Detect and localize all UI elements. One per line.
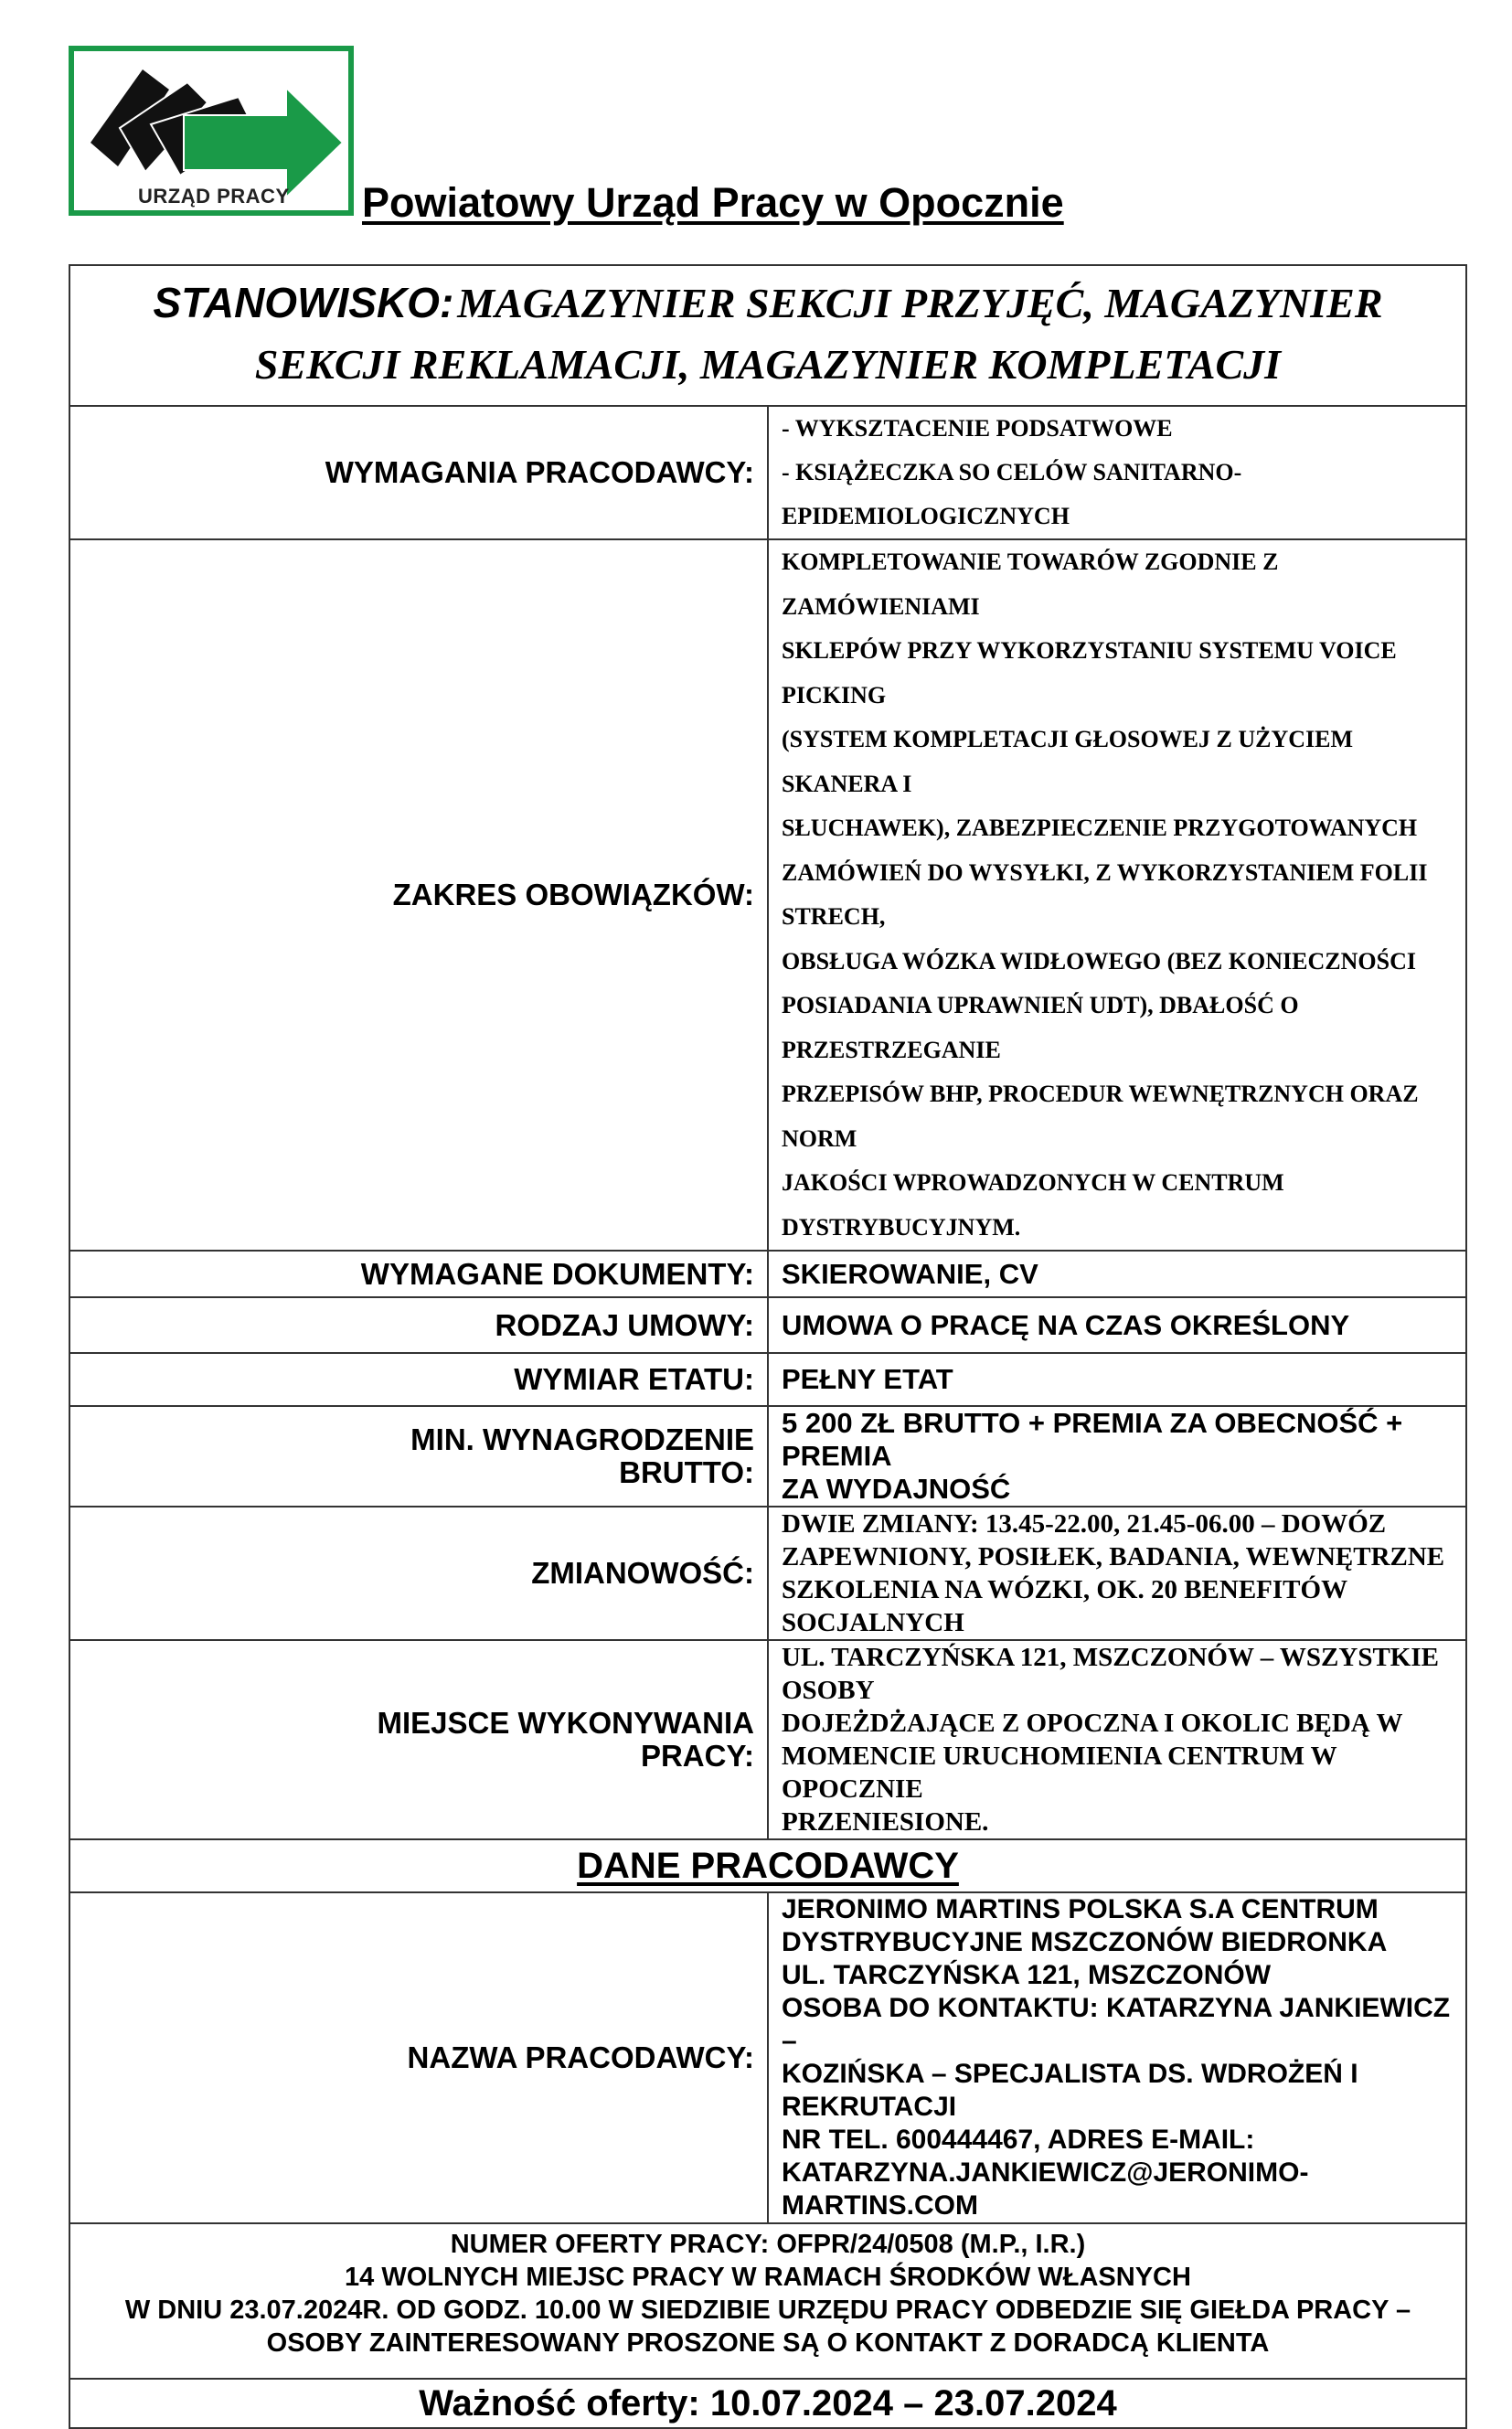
salary-label-line: MIN. WYNAGRODZENIE — [410, 1422, 754, 1456]
documents-label: WYMAGANE DOKUMENTY: — [69, 1251, 768, 1297]
duty-line: JAKOŚCI WPROWADZONYCH W CENTRUM DYSTRYBUCYJNYM. — [782, 1169, 1284, 1241]
requirements-row — [69, 406, 1466, 539]
contract-value: UMOWA O PRACĘ NA CZAS OKREŚLONY — [768, 1297, 1466, 1353]
employer-value — [768, 1892, 1466, 2223]
shift-line: ZAPEWNIONY, POSIŁEK, BADANIA, WEWNĘTRZNE — [782, 1542, 1445, 1571]
workplace-line: PRZENIESIONE. — [782, 1807, 989, 1837]
workplace-line: DOJEŻDŻAJĄCE Z OPOCZNA I OKOLIC BĘDĄ W — [782, 1709, 1403, 1738]
employer-line: NR TEL. 600444467, ADRES E-MAIL: — [782, 2125, 1255, 2155]
workplace-row — [69, 1640, 1466, 1839]
workplace-line: MOMENCIE URUCHOMIENIA CENTRUM W OPOCZNIE — [782, 1742, 1337, 1804]
duty-line: SŁUCHAWEK), ZABEZPIECZENIE PRZYGOTOWANYCH — [782, 815, 1418, 841]
validity-row — [69, 2379, 1466, 2428]
workplace-value — [768, 1640, 1466, 1839]
workplace-label-line: PRACY: — [640, 1739, 754, 1773]
job-offer-table — [69, 264, 1467, 2429]
workplace-line: UL. TARCZYŃSKA 121, MSZCZONÓW – WSZYSTKIE OSOBY — [782, 1643, 1439, 1705]
documents-row — [69, 1251, 1466, 1297]
employer-line: JERONIMO MARTINS POLSKA S.A CENTRUM — [782, 1894, 1379, 1924]
employer-line: KOZIŃSKA – SPECJALISTA DS. WDROŻEŃ I REKRUTACJI — [782, 2059, 1358, 2122]
duty-line: POSIADANIA UPRAWNIEŃ UDT), DBAŁOŚĆ O PRZESTRZEGANIE — [782, 992, 1299, 1063]
hours-label: WYMIAR ETATU: — [69, 1353, 768, 1406]
offer-info-row — [69, 2223, 1466, 2379]
position-row — [69, 265, 1466, 406]
employer-line: OSOBA DO KONTAKTU: KATARZYNA JANKIEWICZ – — [782, 1993, 1451, 2056]
shifts-value — [768, 1507, 1466, 1640]
employer-email[interactable]: KATARZYNA.JANKIEWICZ@JERONIMO-MARTINS.COM — [782, 2157, 1309, 2221]
offer-validity: Ważność oferty: 10.07.2024 – 23.07.2024 — [69, 2379, 1466, 2428]
office-title: Powiatowy Urząd Pracy w Opocznie — [362, 179, 1064, 226]
duty-line: KOMPLETOWANIE TOWARÓW ZGODNIE Z ZAMÓWIENIAMI — [782, 549, 1279, 620]
requirements-value — [768, 406, 1466, 539]
duty-line: (SYSTEM KOMPLETACJI GŁOSOWEJ Z UŻYCIEM SKANERA I — [782, 726, 1354, 797]
offer-info — [69, 2223, 1466, 2379]
employer-label: NAZWA PRACODAWCY: — [69, 1892, 768, 2223]
salary-value — [768, 1406, 1466, 1507]
shifts-label: ZMIANOWOŚĆ: — [69, 1507, 768, 1640]
employer-section-title: DANE PRACODAWCY — [69, 1839, 1466, 1892]
requirements-label: WYMAGANIA PRACODAWCY: — [69, 406, 768, 539]
hours-value: PEŁNY ETAT — [768, 1353, 1466, 1406]
duty-line: ZAMÓWIEŃ DO WYSYŁKI, Z WYKORZYSTANIEM FOLII STRECH, — [782, 858, 1428, 930]
duties-row — [69, 539, 1466, 1251]
shift-line: DWIE ZMIANY: 13.45-22.00, 21.45-06.00 – DOWÓZ — [782, 1509, 1387, 1539]
contract-label: RODZAJ UMOWY: — [69, 1297, 768, 1353]
job-fair-info: W DNIU 23.07.2024R. OD GODZ. 10.00 W SIEDZIBIE URZĘDU PRACY ODBEDZIE SIĘ GIEŁDA PRACY – — [124, 2296, 1411, 2325]
workplace-label — [69, 1640, 768, 1839]
contract-row — [69, 1297, 1466, 1353]
requirement-item: - WYKSZTACENIE PODSATWOWE — [782, 415, 1173, 442]
position-title-line1: MAGAZYNIER SEKCJI PRZYJĘĆ, MAGAZYNIER — [457, 280, 1383, 326]
requirement-item: - KSIĄŻECZKA SO CELÓW SANITARNO-EPIDEMIOLOGICZNYCH — [782, 459, 1242, 529]
logo-text: URZĄD PRACY — [138, 185, 290, 208]
position-label: STANOWISKO: — [153, 279, 454, 326]
documents-value: SKIEROWANIE, CV — [768, 1251, 1466, 1297]
duties-label: ZAKRES OBOWIĄZKÓW: — [69, 539, 768, 1251]
duty-line: SKLEPÓW PRZY WYKORZYSTANIU SYSTEMU VOICE PICKING — [782, 637, 1397, 708]
duty-line: PRZEPISÓW BHP, PROCEDUR WEWNĘTRZNYCH ORAZ NORM — [782, 1081, 1419, 1152]
duties-value — [768, 539, 1466, 1251]
duty-line: OBSŁUGA WÓZKA WIDŁOWEGO (BEZ KONIECZNOŚCI — [782, 947, 1416, 975]
salary-label-line: BRUTTO: — [619, 1455, 754, 1489]
office-logo — [69, 46, 354, 216]
salary-label — [69, 1406, 768, 1507]
shifts-row — [69, 1507, 1466, 1640]
employer-row — [69, 1892, 1466, 2223]
employer-section-row — [69, 1839, 1466, 1892]
position-cell — [69, 265, 1466, 406]
offer-number: NUMER OFERTY PRACY: OFPR/24/0508 (M.P., I.R.) — [450, 2230, 1086, 2259]
workplace-label-line: MIEJSCE WYKONYWANIA — [377, 1706, 754, 1740]
employer-line: UL. TARCZYŃSKA 121, MSZCZONÓW — [782, 1960, 1272, 1990]
shift-line: SZKOLENIA NA WÓZKI, OK. 20 BENEFITÓW SOCJALNYCH — [782, 1575, 1347, 1637]
salary-value-line: 5 200 ZŁ BRUTTO + PREMIA ZA OBECNOŚĆ + PREMIA — [782, 1407, 1403, 1472]
salary-row — [69, 1406, 1466, 1507]
employer-line: DYSTRYBUCYJNE MSZCZONÓW BIEDRONKA — [782, 1927, 1388, 1957]
salary-value-line: ZA WYDAJNOŚĆ — [782, 1473, 1011, 1505]
job-fair-contact: OSOBY ZAINTERESOWANY PROSZONE SĄ O KONTAKT Z DORADCĄ KLIENTA — [266, 2328, 1270, 2358]
offer-vacancies: 14 WOLNYCH MIEJSC PRACY W RAMACH ŚRODKÓW WŁASNYCH — [345, 2263, 1191, 2292]
hours-row — [69, 1353, 1466, 1406]
position-title-line2: SEKCJI REKLAMACJI, MAGAZYNIER KOMPLETACJI — [254, 341, 1282, 388]
